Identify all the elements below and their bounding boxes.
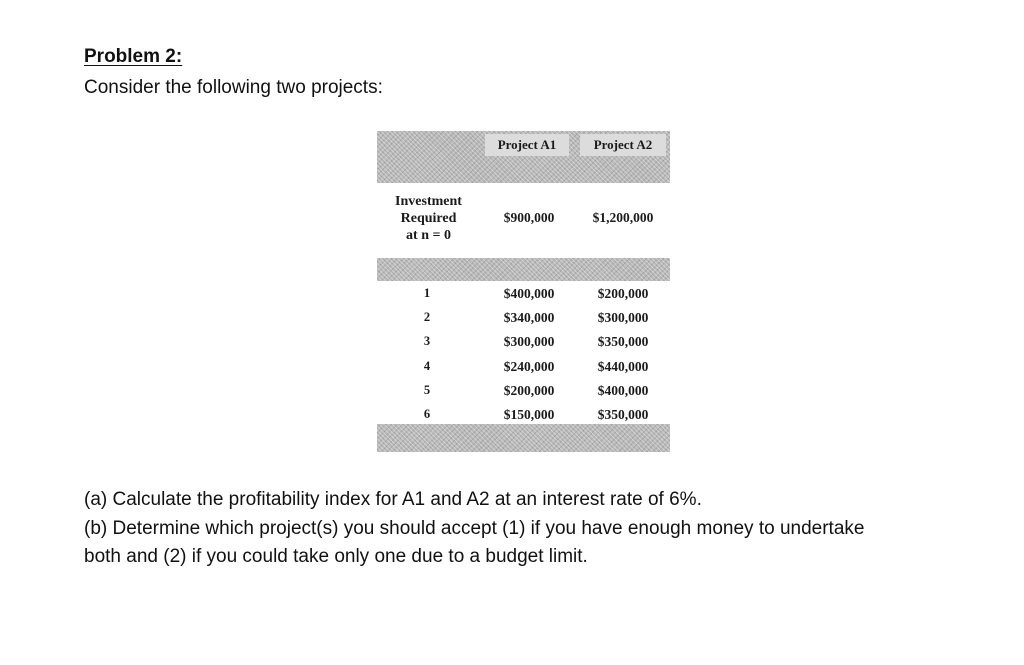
period-number: 2 — [423, 310, 431, 325]
period-number: 3 — [423, 334, 431, 349]
investment-a1: $900,000 — [503, 210, 555, 225]
projects-table-image — [377, 131, 670, 452]
cash-flow-a2: $350,000 — [597, 334, 649, 350]
question-b-line-1: (b) Determine which project(s) you should accept (1) if you have enough money to undertake — [84, 518, 865, 539]
investment-label-line-1: Investment — [395, 194, 462, 209]
cash-flow-a2: $440,000 — [597, 358, 649, 374]
table-divider-band — [377, 258, 670, 281]
period-number: 6 — [423, 406, 431, 421]
cash-flow-a1: $300,000 — [503, 334, 555, 350]
period-number: 1 — [423, 286, 431, 300]
cash-flow-a2: $300,000 — [597, 310, 649, 326]
cash-flow-rows — [377, 284, 670, 429]
cash-flow-a2: $350,000 — [597, 406, 649, 422]
period-number: 4 — [423, 358, 431, 373]
table-row — [377, 332, 670, 356]
table-row — [377, 357, 670, 381]
table-row — [377, 381, 670, 405]
investment-label-line-3: at n = 0 — [406, 228, 451, 243]
cash-flow-a1: $240,000 — [503, 358, 555, 374]
question-b-line-2: both and (2) if you could take only one due to a budget limit. — [84, 546, 588, 567]
header-project-a2: Project A2 — [580, 134, 666, 156]
cash-flow-a2: $200,000 — [597, 286, 649, 301]
cash-flow-a1: $150,000 — [503, 406, 555, 422]
period-number: 5 — [423, 382, 431, 397]
table-header-band — [377, 131, 670, 183]
table-footer-band — [377, 424, 670, 452]
cash-flow-a1: $400,000 — [503, 286, 555, 301]
table-row — [377, 284, 670, 308]
cash-flow-a2: $400,000 — [597, 382, 649, 398]
problem-heading: Problem 2: — [84, 46, 183, 67]
cash-flow-a1: $200,000 — [503, 382, 555, 398]
investment-label — [381, 193, 476, 244]
investment-label-line-2: Required — [400, 211, 457, 226]
cash-flow-a1: $340,000 — [503, 310, 555, 326]
question-a: (a) Calculate the profitability index for A1 and A2 at an interest rate of 6%. — [84, 489, 702, 510]
problem-intro: Consider the following two projects: — [84, 77, 383, 98]
table-row — [377, 308, 670, 332]
investment-a2: $1,200,000 — [592, 210, 654, 225]
header-project-a1: Project A1 — [485, 134, 569, 156]
